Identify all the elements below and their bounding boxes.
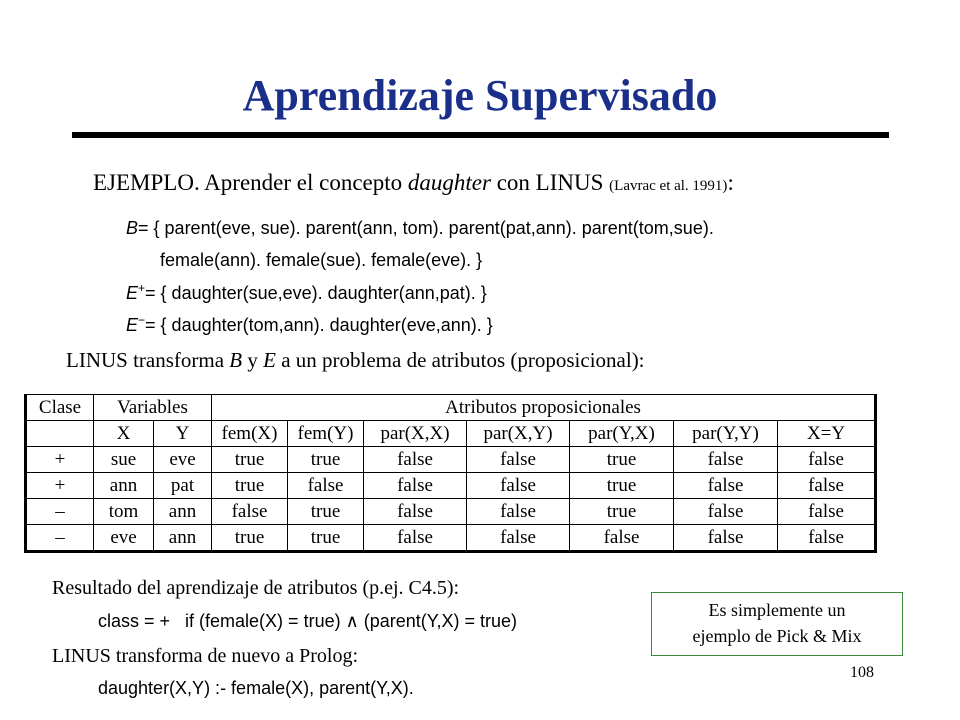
table-header-row-2 — [26, 421, 876, 447]
transform-suffix: a un problema de atributos (proposicional): — [275, 348, 645, 372]
intro-line — [93, 170, 734, 196]
table-cell: sue — [94, 447, 154, 473]
table-cell: true — [288, 499, 364, 525]
header-cell: par(X,X) — [364, 421, 467, 447]
table-cell: false — [467, 473, 570, 499]
table-cell: ann — [154, 525, 212, 552]
header-cell: X=Y — [778, 421, 876, 447]
minus-superscript: − — [138, 313, 146, 327]
table-cell: false — [674, 525, 778, 552]
table-cell: false — [467, 447, 570, 473]
prolog-clause: daughter(X,Y) :- female(X), parent(Y,X). — [98, 678, 414, 698]
table-cell: false — [778, 525, 876, 552]
table-cell: false — [467, 525, 570, 552]
transform-b: B — [229, 348, 243, 372]
intro-concept: daughter — [407, 170, 491, 195]
table-cell: false — [674, 499, 778, 525]
background-symbol: B — [126, 218, 139, 238]
transform-line — [66, 348, 645, 373]
header-cell: Clase — [26, 395, 94, 421]
header-cell: fem(X) — [212, 421, 288, 447]
table-cell: false — [212, 499, 288, 525]
table-cell: eve — [94, 525, 154, 552]
table-row — [26, 447, 876, 473]
plus-superscript: + — [138, 281, 146, 295]
table-row — [26, 499, 876, 525]
transform-mid: y — [242, 348, 264, 372]
negative-examples-list: = { daughter(tom,ann). daughter(eve,ann). } — [145, 315, 493, 335]
table-cell: + — [26, 447, 94, 473]
table-cell: false — [364, 473, 467, 499]
table-cell: – — [26, 499, 94, 525]
table-cell: true — [212, 447, 288, 473]
transform-prefix: LINUS transforma — [66, 348, 230, 372]
learned-rule: class = + if (female(X) = true) ∧ (parent(Y,X) = true) — [98, 611, 517, 631]
page-number: 108 — [850, 664, 874, 681]
table-row — [26, 473, 876, 499]
result-heading: Resultado del aprendizaje de atributos (p.ej. C4.5): — [52, 577, 460, 599]
e-symbol: E — [126, 283, 139, 303]
positive-examples-list: = { daughter(sue,eve). daughter(ann,pat). } — [145, 283, 487, 303]
table-row — [26, 525, 876, 552]
background-facts-1: = { parent(eve, sue). parent(ann, tom). parent(pat,ann). parent(tom,sue). — [138, 218, 714, 238]
header-cell — [26, 421, 94, 447]
table-cell: false — [778, 447, 876, 473]
background-line-1 — [126, 218, 714, 239]
table-cell: true — [570, 499, 674, 525]
table-cell: false — [467, 499, 570, 525]
positive-examples — [126, 283, 487, 304]
table-cell: false — [364, 499, 467, 525]
table-cell: ann — [154, 499, 212, 525]
intro-suffix: : — [727, 170, 734, 195]
table-cell: false — [364, 525, 467, 552]
title-underline — [72, 132, 889, 138]
table-header-row-1 — [26, 395, 876, 421]
table-cell: true — [570, 473, 674, 499]
table-cell: false — [674, 447, 778, 473]
table-cell: false — [364, 447, 467, 473]
header-cell: Y — [154, 421, 212, 447]
table-cell: true — [212, 525, 288, 552]
negative-examples — [126, 315, 493, 336]
intro-prefix: EJEMPLO. Aprender el concepto — [93, 170, 408, 195]
intro-citation: (Lavrac et al. 1991) — [609, 178, 728, 194]
intro-middle: con LINUS — [490, 170, 610, 195]
slide-title: Aprendizaje Supervisado — [242, 71, 718, 120]
header-cell: X — [94, 421, 154, 447]
header-cell: par(Y,Y) — [674, 421, 778, 447]
header-cell: Variables — [94, 395, 212, 421]
transform-e: E — [263, 348, 276, 372]
table-cell: – — [26, 525, 94, 552]
note-line-1: Es simplemente un — [708, 600, 846, 620]
background-line-2: female(ann). female(sue). female(eve). } — [160, 250, 483, 270]
table-cell: true — [212, 473, 288, 499]
table-cell: false — [288, 473, 364, 499]
header-cell: par(X,Y) — [467, 421, 570, 447]
e-symbol: E — [126, 315, 139, 335]
pick-mix-note — [651, 592, 903, 656]
table-cell: eve — [154, 447, 212, 473]
prolog-heading: LINUS transforma de nuevo a Prolog: — [52, 645, 359, 667]
table-cell: + — [26, 473, 94, 499]
table-cell: false — [778, 473, 876, 499]
note-line-2: ejemplo de Pick & Mix — [692, 626, 862, 646]
table-cell: false — [570, 525, 674, 552]
table-cell: true — [288, 525, 364, 552]
header-cell: fem(Y) — [288, 421, 364, 447]
table-cell: pat — [154, 473, 212, 499]
table-cell: false — [778, 499, 876, 525]
table-cell: true — [570, 447, 674, 473]
header-cell: Atributos proposicionales — [212, 395, 876, 421]
table-cell: tom — [94, 499, 154, 525]
table-cell: true — [288, 447, 364, 473]
table-cell: false — [674, 473, 778, 499]
table-cell: ann — [94, 473, 154, 499]
attribute-table — [24, 394, 877, 553]
header-cell: par(Y,X) — [570, 421, 674, 447]
